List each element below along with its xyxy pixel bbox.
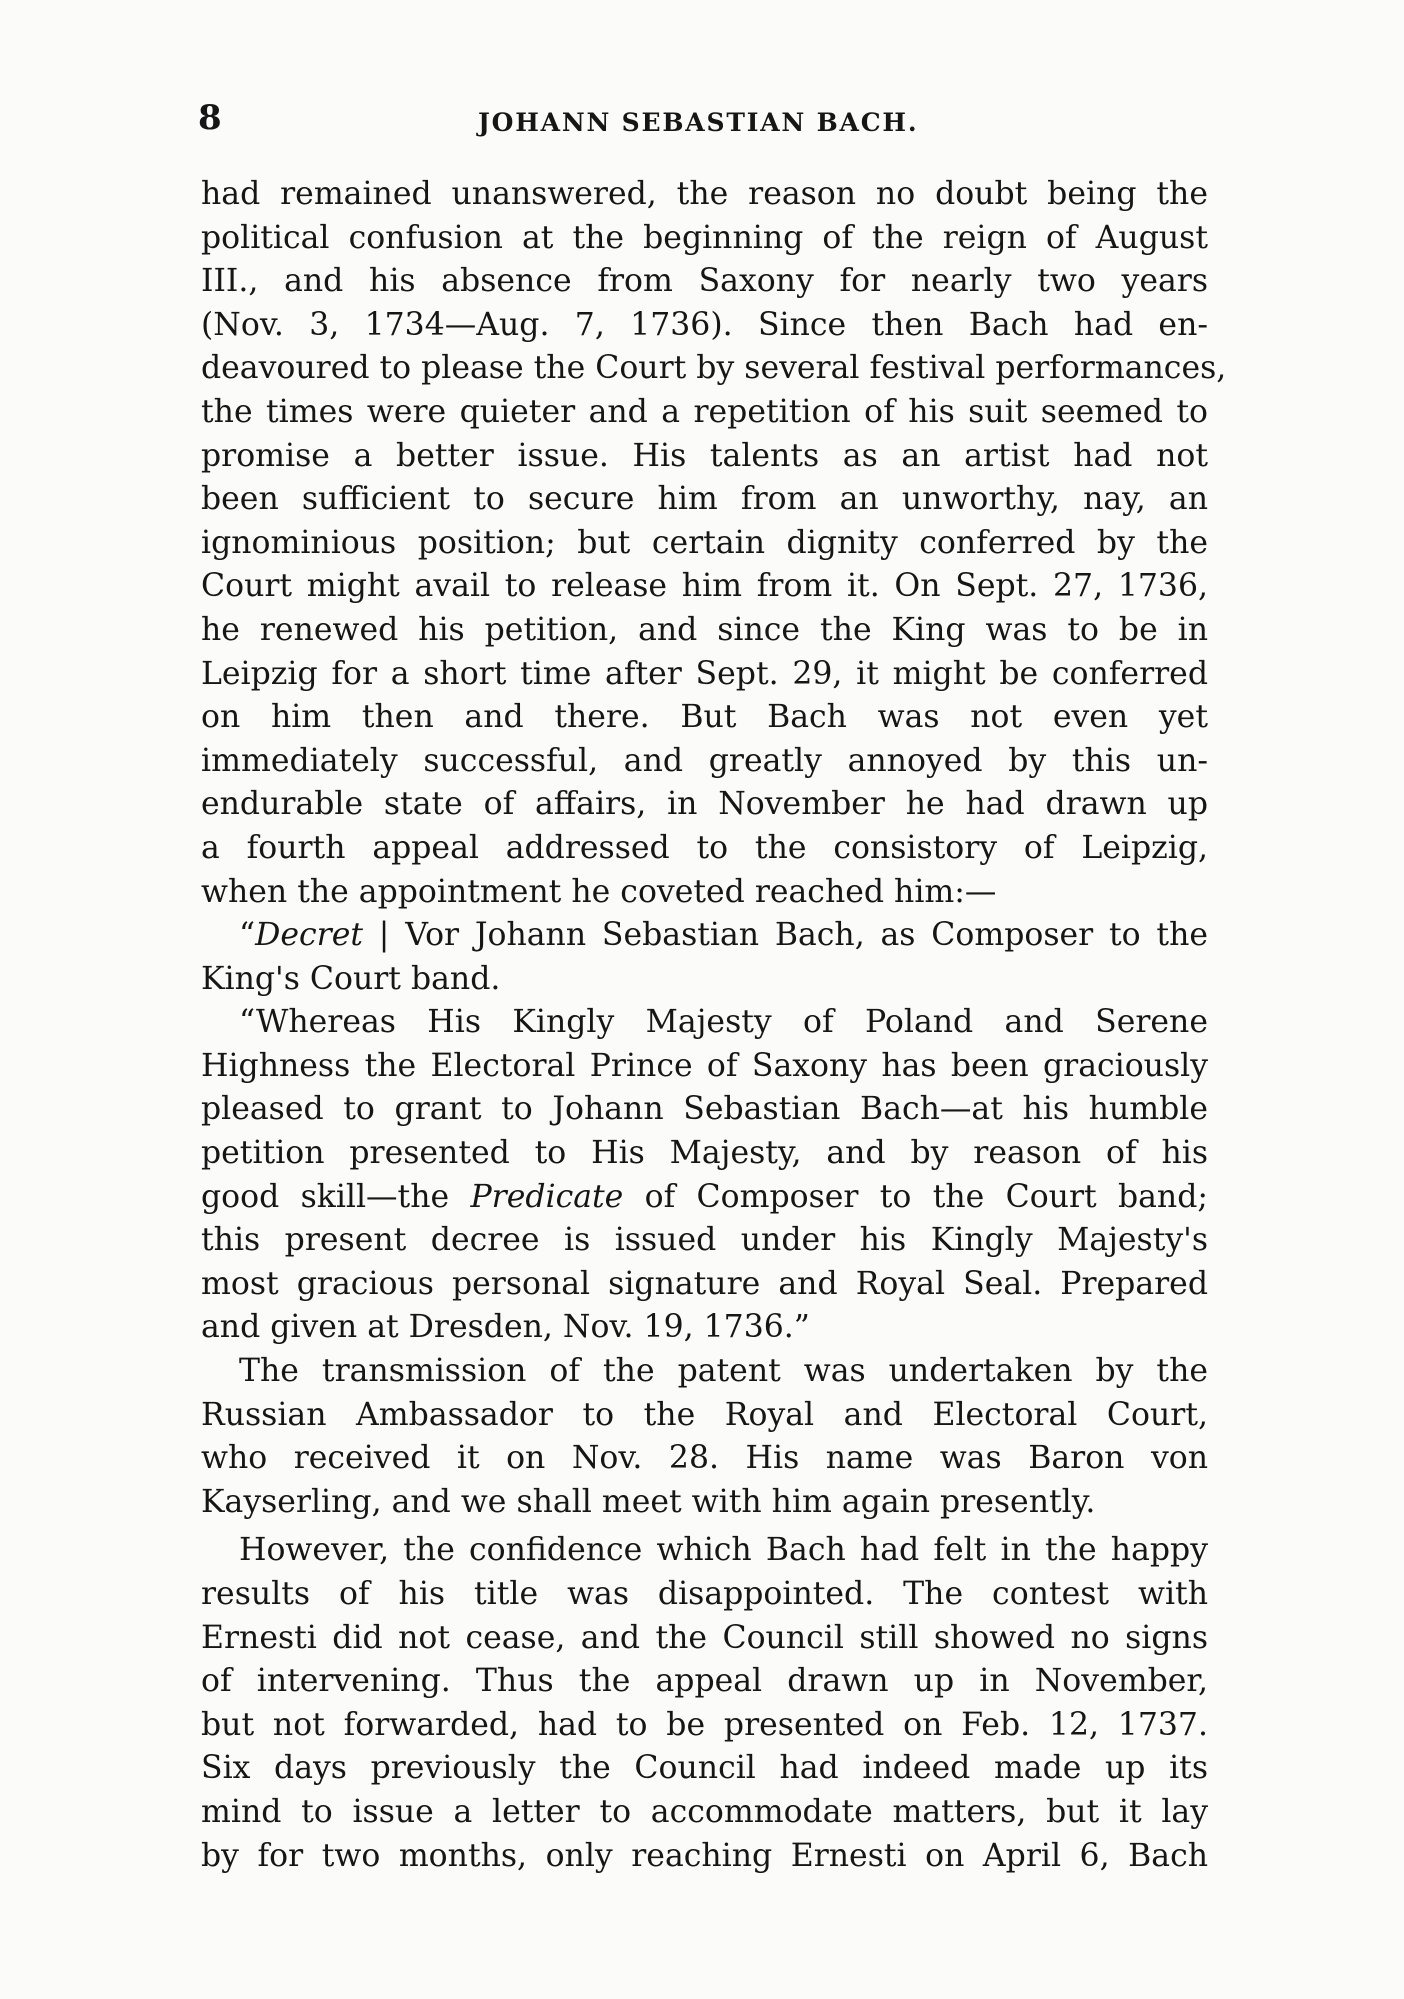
text-line: political confusion at the beginning of the reign of August bbox=[201, 219, 1208, 256]
paragraph-transmission bbox=[201, 1350, 1208, 1524]
decree-heading-rest: | Vor Johann Sebastian Bach, as Composer to the bbox=[363, 917, 1208, 954]
text-line: he renewed his petition, and since the King was to be in bbox=[201, 611, 1208, 648]
text-line: deavoured to please the Court by several festival performances, bbox=[201, 350, 1227, 387]
text-line: III., and his absence from Saxony for nearly two years bbox=[201, 263, 1208, 300]
text-line: pleased to grant to Johann Sebastian Bach—at his humble bbox=[201, 1091, 1208, 1128]
text-line: (Nov. 3, 1734—Aug. 7, 1736). Since then Bach had en- bbox=[201, 306, 1208, 343]
paragraph-petition bbox=[201, 173, 1227, 914]
open-quote: “ bbox=[239, 917, 256, 954]
text-line: mind to issue a letter to accommodate matters, but it lay bbox=[201, 1793, 1208, 1830]
text-line: King's Court band. bbox=[201, 960, 501, 997]
text-line: promise a better issue. His talents as an artist had not bbox=[201, 437, 1208, 474]
text-line: been sufficient to secure him from an unworthy, nay, an bbox=[201, 481, 1208, 518]
text-line: of intervening. Thus the appeal drawn up in November, bbox=[201, 1663, 1208, 1700]
text-line: ignominious position; but certain dignity conferred by the bbox=[201, 524, 1208, 561]
text-line: who received it on Nov. 28. His name was Baron von bbox=[201, 1440, 1208, 1477]
text-line: a fourth appeal addressed to the consistory of Leipzig, bbox=[201, 829, 1208, 866]
text-line: on him then and there. But Bach was not even yet bbox=[201, 699, 1208, 736]
text-line: results of his title was disappointed. The contest with bbox=[201, 1576, 1208, 1612]
text-line-predicate bbox=[201, 1176, 1208, 1220]
text-line: had remained unanswered, the reason no doubt being the bbox=[201, 176, 1208, 212]
text-line: by for two months, only reaching Ernesti on April 6, Bach bbox=[201, 1837, 1208, 1874]
text-line: when the appointment he coveted reached him:— bbox=[201, 873, 997, 910]
text-line: However, the confidence which Bach had felt in the happy bbox=[239, 1532, 1208, 1569]
text-line: immediately successful, and greatly annoyed by this un- bbox=[201, 742, 1208, 779]
text-line: Ernesti did not cease, and the Council still showed no signs bbox=[201, 1619, 1208, 1656]
paragraph-however bbox=[201, 1529, 1208, 1878]
predicate-word: Predicate bbox=[470, 1178, 624, 1215]
text-line: petition presented to His Majesty, and by reason of his bbox=[201, 1135, 1208, 1172]
body-text bbox=[201, 173, 1227, 1878]
predicate-before: good skill—the bbox=[201, 1178, 471, 1215]
text-line: Kayserling, and we shall meet with him again presently. bbox=[201, 1483, 1096, 1520]
text-line: Court might avail to release him from it. On Sept. 27, 1736, bbox=[201, 568, 1208, 605]
decree-quotation bbox=[201, 914, 1208, 1350]
text-line: Highness the Electoral Prince of Saxony has been graciously bbox=[201, 1047, 1208, 1084]
decree-italic-word: Decret bbox=[255, 917, 364, 954]
text-line: Russian Ambassador to the Royal and Electoral Court, bbox=[201, 1396, 1208, 1433]
running-head: JOHANN SEBASTIAN BACH. bbox=[478, 108, 919, 137]
page-number: 8 bbox=[198, 98, 222, 138]
text-line: Leipzig for a short time after Sept. 29, it might be conferred bbox=[201, 655, 1208, 692]
text-line: Six days previously the Council had indeed made up its bbox=[201, 1750, 1208, 1787]
text-line: but not forwarded, had to be presented on Feb. 12, 1737. bbox=[201, 1706, 1208, 1743]
text-line: the times were quieter and a repetition of his suit seemed to bbox=[201, 393, 1208, 430]
text-line: endurable state of affairs, in November he had drawn up bbox=[201, 786, 1208, 823]
text-line: “Whereas His Kingly Majesty of Poland and Serene bbox=[239, 1004, 1208, 1041]
predicate-after: of Composer to the Court band; bbox=[623, 1178, 1208, 1215]
text-line: this present decree is issued under his Kingly Majesty's bbox=[201, 1222, 1208, 1259]
text-line: most gracious personal signature and Royal Seal. Prepared bbox=[201, 1265, 1208, 1302]
text-line: The transmission of the patent was undertaken by the bbox=[239, 1353, 1208, 1390]
decree-heading bbox=[201, 914, 1208, 958]
text-line: and given at Dresden, Nov. 19, 1736.” bbox=[201, 1309, 810, 1346]
